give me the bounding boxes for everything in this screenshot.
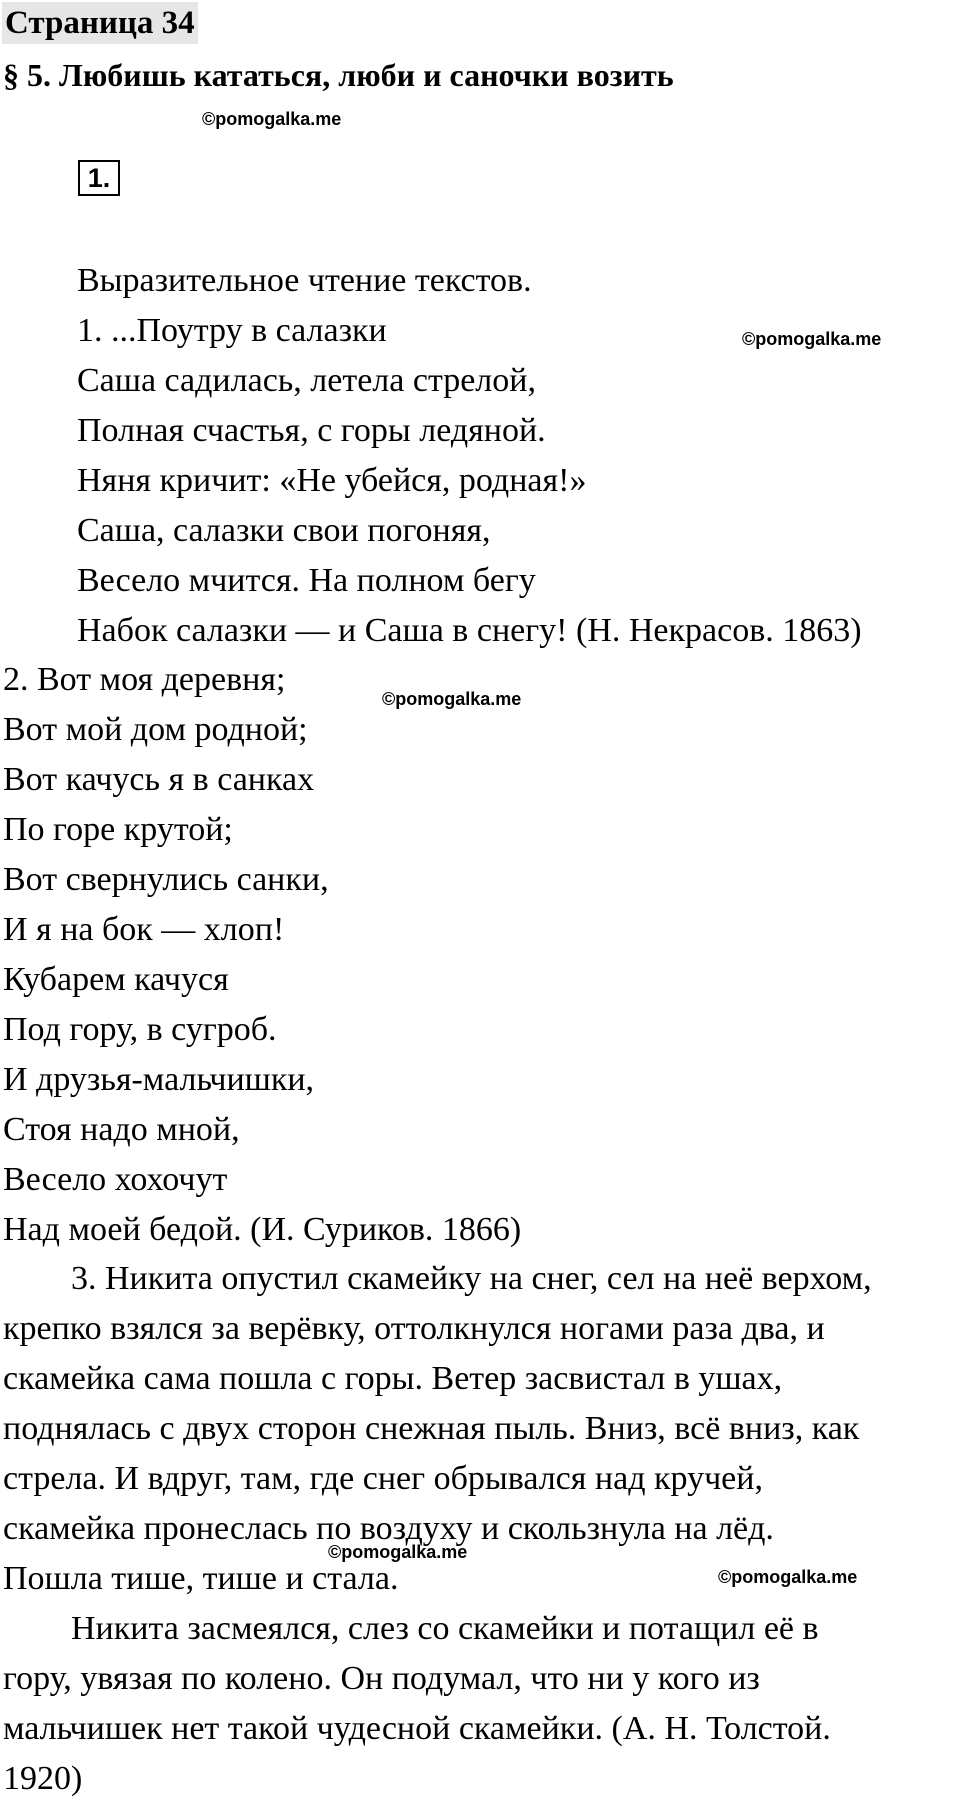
section-title: § 5. Любишь кататься, люби и саночки возить xyxy=(3,57,674,93)
prose-line: мальчишек нет такой чудесной скамейки. (А. Н. Толстой. xyxy=(3,1710,831,1747)
prose-line: 3. Никита опустил скамейку на снег, сел на неё верхом, xyxy=(71,1260,872,1297)
prose-line: стрела. И вдруг, там, где снег обрывался над кручей, xyxy=(3,1460,763,1497)
poem2-line: И я на бок — хлоп! xyxy=(3,911,285,948)
watermark: ©pomogalka.me xyxy=(202,109,342,129)
poem1-line: Весело мчится. На полном бегу xyxy=(77,562,536,599)
poem2-line: 2. Вот моя деревня; xyxy=(3,661,286,698)
poem1-line: Набок салазки — и Саша в снегу! (Н. Некрасов. 1863) xyxy=(77,612,862,649)
poem2-block xyxy=(3,655,521,1255)
poem2-line: И друзья-мальчишки, xyxy=(3,1061,315,1098)
poem2-line: Вот мой дом родной; xyxy=(3,711,308,748)
prose-line: гору, увязая по колено. Он подумал, что ни у кого из xyxy=(3,1660,760,1697)
watermark: ©pomogalka.me xyxy=(382,689,522,709)
poem1-line: Полная счастья, с горы ледяной. xyxy=(77,412,546,449)
watermark: ©pomogalka.me xyxy=(328,1542,468,1562)
prose-block xyxy=(3,1254,959,1804)
poem2-line: Стоя надо мной, xyxy=(3,1111,240,1148)
watermark: ©pomogalka.me xyxy=(718,1567,858,1587)
poem2-line: Под гору, в сугроб. xyxy=(3,1011,277,1048)
poem2-line: Над моей бедой. (И. Суриков. 1866) xyxy=(3,1211,522,1248)
task-number-box: 1. xyxy=(78,160,120,196)
poem1-line: 1. ...Поутру в салазки xyxy=(77,312,387,349)
poem2-line: Вот свернулись санки, xyxy=(3,861,329,898)
poem2-line: По горе крутой; xyxy=(3,811,233,848)
prose-line: скамейка сама пошла с горы. Ветер засвистал в ушах, xyxy=(3,1360,783,1397)
intro-heading: Выразительное чтение текстов. xyxy=(77,262,532,299)
poem1-line: Няня кричит: «Не убейся, родная!» xyxy=(77,462,587,499)
prose-line: Пошла тише, тише и стала. xyxy=(3,1560,399,1597)
poem1-line: Саша садилась, летела стрелой, xyxy=(77,362,536,399)
prose-line: 1920) xyxy=(3,1760,83,1797)
poem1-line: Саша, салазки свои погоняя, xyxy=(77,512,491,549)
prose-line: Никита засмеялся, слез со скамейки и потащил её в xyxy=(71,1610,819,1647)
prose-line: крепко взялся за верёвку, оттолкнулся ногами раза два, и xyxy=(3,1310,825,1347)
poem2-line: Весело хохочут xyxy=(3,1161,228,1198)
watermark: ©pomogalka.me xyxy=(742,329,882,349)
poem2-line: Кубарем качуся xyxy=(3,961,229,998)
prose-line: скамейка пронеслась по воздуху и скользнула на лёд. xyxy=(3,1510,774,1547)
poem2-line: Вот качусь я в санках xyxy=(3,761,315,798)
page-title: Страница 34 xyxy=(2,2,198,44)
intro-block xyxy=(77,256,862,656)
prose-line: поднялась с двух сторон снежная пыль. Вниз, всё вниз, как xyxy=(3,1410,860,1447)
